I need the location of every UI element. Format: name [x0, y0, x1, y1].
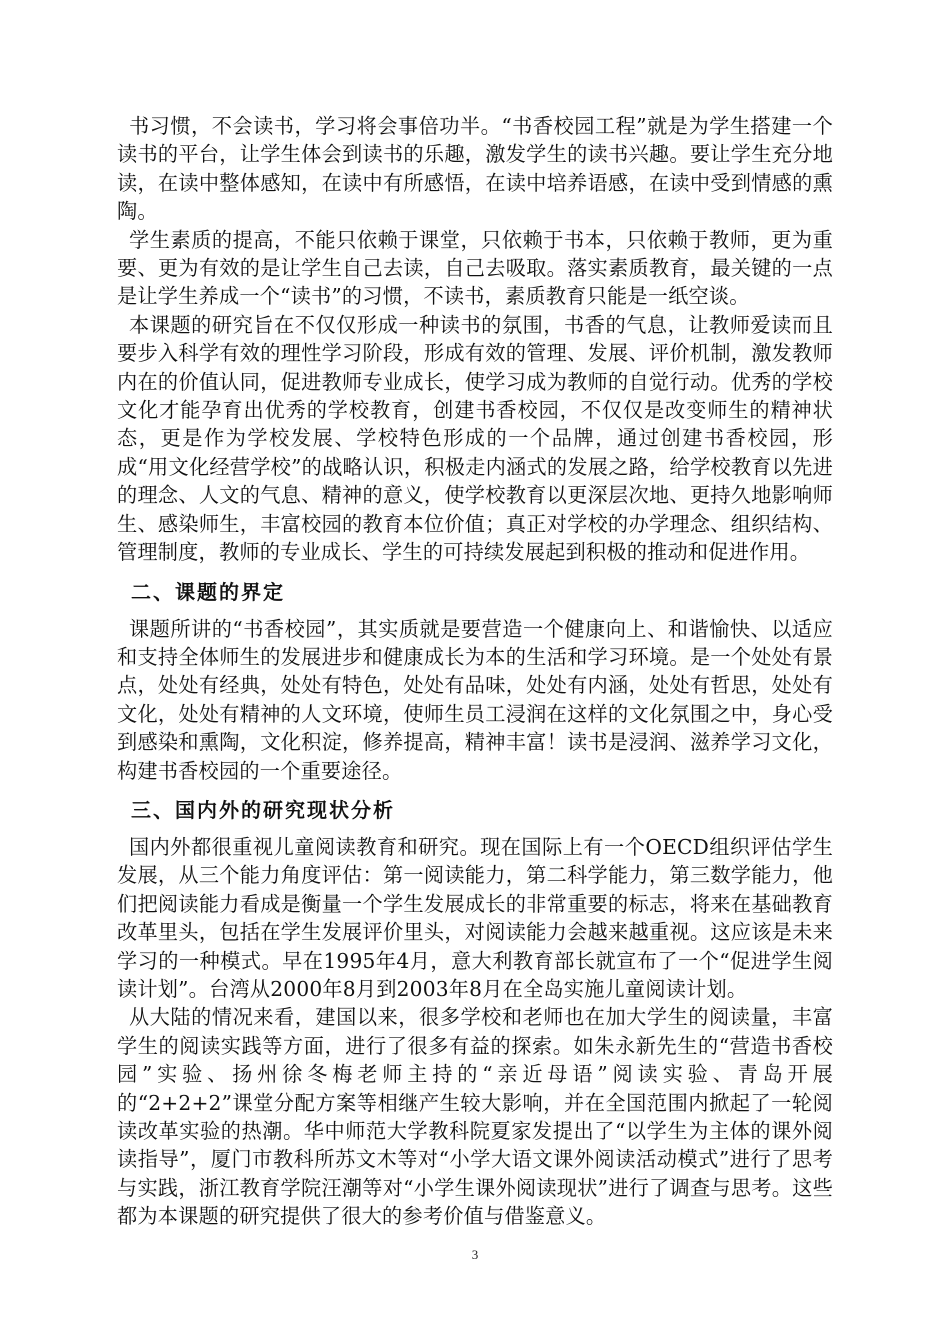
paragraph-research-purpose: 本课题的研究旨在不仅仅形成一种读书的氛围，书香的气息，让教师爱读而且要步入科学有效的理性学习阶段，形成有效的管理、发展、评价机制，激发教师内在的价值认同，促进教师专业成长，使学习成为教师的自觉行动。优秀的学校文化才能孕育出优秀的学校教育，创建书香校园，不仅仅是改变师生的精神状态，更是作为学校发展、学校特色形成的一个品牌，通过创建书香校园，形成“用文化经营学校”的战略认识，积极走内涵式的发展之路，给学校教育以先进的理念、人文的气息、精神的意义，使学校教育以更深层次地、更持久地影响师生、感染师生，丰富校园的教育本位价值；真正对学校的办学理念、组织结构、管理制度，教师的专业成长、学生的可持续发展起到积极的推动和促进作用。 — [117, 312, 833, 565]
paragraph-reading-habit: 书习惯，不会读书，学习将会事倍功半。“书香校园工程”就是为学生搭建一个读书的平台，让学生体会到读书的乐趣，激发学生的读书兴趣。要让学生充分地读，在读中整体感知，在读中有所感悟，在读中培养语感，在读中受到情感的熏陶。 — [117, 114, 833, 224]
page-content — [117, 112, 833, 1231]
page-number: 3 — [471, 1247, 479, 1262]
paragraph-international-status: 国内外都很重视儿童阅读教育和研究。现在国际上有一个OECD组织评估学生发展，从三个能力角度评估：第一阅读能力，第二科学能力，第三数学能力，他们把阅读能力看成是衡量一个学生发展成长的非常重要的标志，将来在基础教育改革里头，包括在学生发展评价里头，对阅读能力会越来越重视。这应该是未来学习的一种模式。早在1995年4月，意大利教育部长就宣布了一个“促进学生阅读计划”。台湾从2000年8月到2003年8月在全岛实施儿童阅读计划。 — [117, 834, 833, 1001]
section-heading-definition: 二、课题的界定 — [131, 579, 285, 604]
paragraph-domestic-status: 从大陆的情况来看，建国以来，很多学校和老师也在加大学生的阅读量，丰富学生的阅读实践等方面，进行了很多有益的探索。如朱永新先生的“营造书香校园”实验、扬州徐冬梅老师主持的“亲近母语”阅读实验、青岛开展的“2+2+2”课堂分配方案等相继产生较大影响，并在全国范围内掀起了一轮阅读改革实验的热潮。华中师范大学教科院夏家发提出了“以学生为主体的课外阅读指导”，厦门市教科所苏文木等对“小学大语文课外阅读活动模式”进行了思考与实践，浙江教育学院汪潮等对“小学生课外阅读现状”进行了调查与思考。这些都为本课题的研究提供了很大的参考价值与借鉴意义。 — [117, 1005, 833, 1229]
paragraph-definition: 课题所讲的“书香校园”，其实质就是要营造一个健康向上、和谐愉快、以适应和支持全体师生的发展进步和健康成长为本的生活和学习环境。是一个处处有景点，处处有经典，处处有特色，处处有品味，处处有内涵，处处有哲思，处处有文化，处处有精神的人文环境，使师生员工浸润在这样的文化氛围之中，身心受到感染和熏陶，文化积淀，修养提高，精神丰富！读书是浸润、滋养学习文化，构建书香校园的一个重要途径。 — [117, 616, 833, 783]
paragraph-student-quality: 学生素质的提高，不能只依赖于课堂，只依赖于书本，只依赖于教师，更为重要、更为有效的是让学生自己去读，自己去吸取。落实素质教育，最关键的一点是让学生养成一个“读书”的习惯，不读书，素质教育只能是一纸空谈。 — [117, 227, 833, 309]
section-heading-research-status: 三、国内外的研究现状分析 — [131, 797, 395, 822]
